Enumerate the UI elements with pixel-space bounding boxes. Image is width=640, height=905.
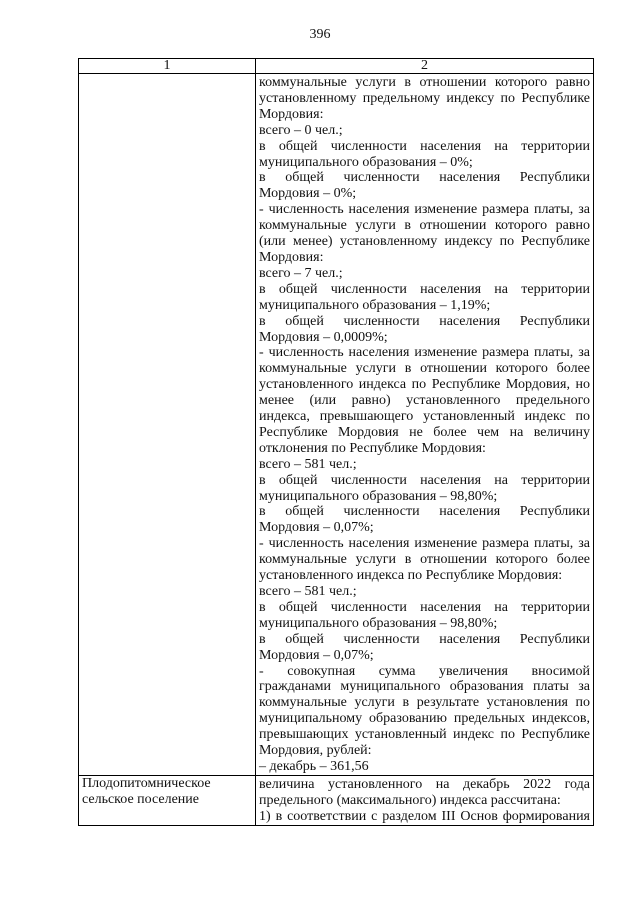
text-line: Республике Мордовия не более чем на величину: [259, 424, 590, 440]
text-line: отклонения по Республике Мордовия:: [259, 440, 486, 456]
text-line: коммунальные услуги в отношении которого более: [259, 361, 590, 377]
text-line: муниципального образования – 98,80%;: [259, 488, 498, 504]
text-line: в общей численности населения на территории: [259, 138, 590, 154]
text-line: Мордовия:: [259, 106, 324, 122]
text-line: всего – 7 чел.;: [259, 265, 343, 281]
text-line: - совокупная сумма увеличения вносимой: [259, 663, 590, 679]
column-header-1: 1: [79, 59, 256, 74]
text-line: коммунальные услуги в отношении которого более: [259, 552, 590, 568]
document-table: [78, 58, 594, 826]
text-line: в общей численности населения Республики: [259, 170, 590, 186]
text-line: Плодопитомническое: [82, 775, 211, 791]
text-line: коммунальные услуги в отношении которого равно: [259, 75, 590, 90]
settlement-name-cell: [79, 775, 256, 825]
text-line: индекса, превышающего установленный индекс по: [259, 409, 590, 425]
text-line: в общей численности населения на территории: [259, 599, 590, 615]
text-line: установленного индекса по Республике Мордовия, но: [259, 377, 590, 393]
text-line: в общей численности населения Республики: [259, 313, 590, 329]
text-line: муниципальному образованию предельных индексов,: [259, 711, 590, 727]
text-line: Мордовия – 0,07%;: [259, 520, 374, 536]
text-line: Мордовия – 0,07%;: [259, 647, 374, 663]
row1-col2-cell: [256, 74, 594, 776]
text-line: муниципального образования – 1,19%;: [259, 297, 491, 313]
text-line: в общей численности населения на территории: [259, 281, 590, 297]
text-line: Мордовия, рублей:: [259, 743, 372, 759]
text-line: в общей численности населения Республики: [259, 631, 590, 647]
text-line: гражданами муниципального образования платы за: [259, 679, 590, 695]
table-header-row: [79, 59, 594, 74]
text-line: всего – 0 чел.;: [259, 122, 343, 138]
page-number: 396: [309, 27, 331, 42]
text-line: менее (или равно) установленного предельного: [259, 393, 590, 409]
text-line: всего – 581 чел.;: [259, 584, 357, 599]
text-line: установленному предельному индексу по Республике: [259, 90, 590, 106]
text-line: установленного индекса по Республике Мордовия:: [259, 568, 563, 584]
text-line: превышающих установленный индекс по Республике: [259, 727, 590, 743]
text-line: Мордовия – 0%;: [259, 186, 357, 202]
text-line: коммунальные услуги в отношении которого равно: [259, 218, 590, 234]
text-line: сельское поселение: [82, 791, 199, 807]
text-line: муниципального образования – 0%;: [259, 154, 473, 170]
text-line: (или менее) установленному индексу по Республике: [259, 234, 590, 250]
text-line: предельного (максимального) индекса рассчитана:: [259, 792, 561, 808]
row2-col2-cell: [256, 775, 594, 825]
text-line: 1) в соответствии с разделом III Основ формирования: [259, 808, 590, 824]
table-row: [79, 775, 594, 825]
text-line: - численность населения изменение размера платы, за: [259, 345, 590, 361]
text-line: Мордовия – 0,0009%;: [259, 329, 388, 345]
text-line: в общей численности населения Республики: [259, 504, 590, 520]
text-line: величина установленного на декабрь 2022 года: [259, 776, 590, 792]
row1-col1-cell: [79, 74, 256, 776]
column-header-2: 2: [256, 59, 594, 74]
table-row: [79, 74, 594, 776]
text-line: - численность населения изменение размера платы, за: [259, 202, 590, 218]
text-line: – декабрь – 361,56: [259, 758, 369, 774]
text-line: всего – 581 чел.;: [259, 456, 357, 472]
text-line: муниципального образования – 98,80%;: [259, 615, 498, 631]
text-line: Мордовия:: [259, 249, 324, 265]
text-line: в общей численности населения на территории: [259, 472, 590, 488]
text-line: - численность населения изменение размера платы, за: [259, 536, 590, 552]
text-line: коммунальные услуги в результате установления по: [259, 695, 590, 711]
